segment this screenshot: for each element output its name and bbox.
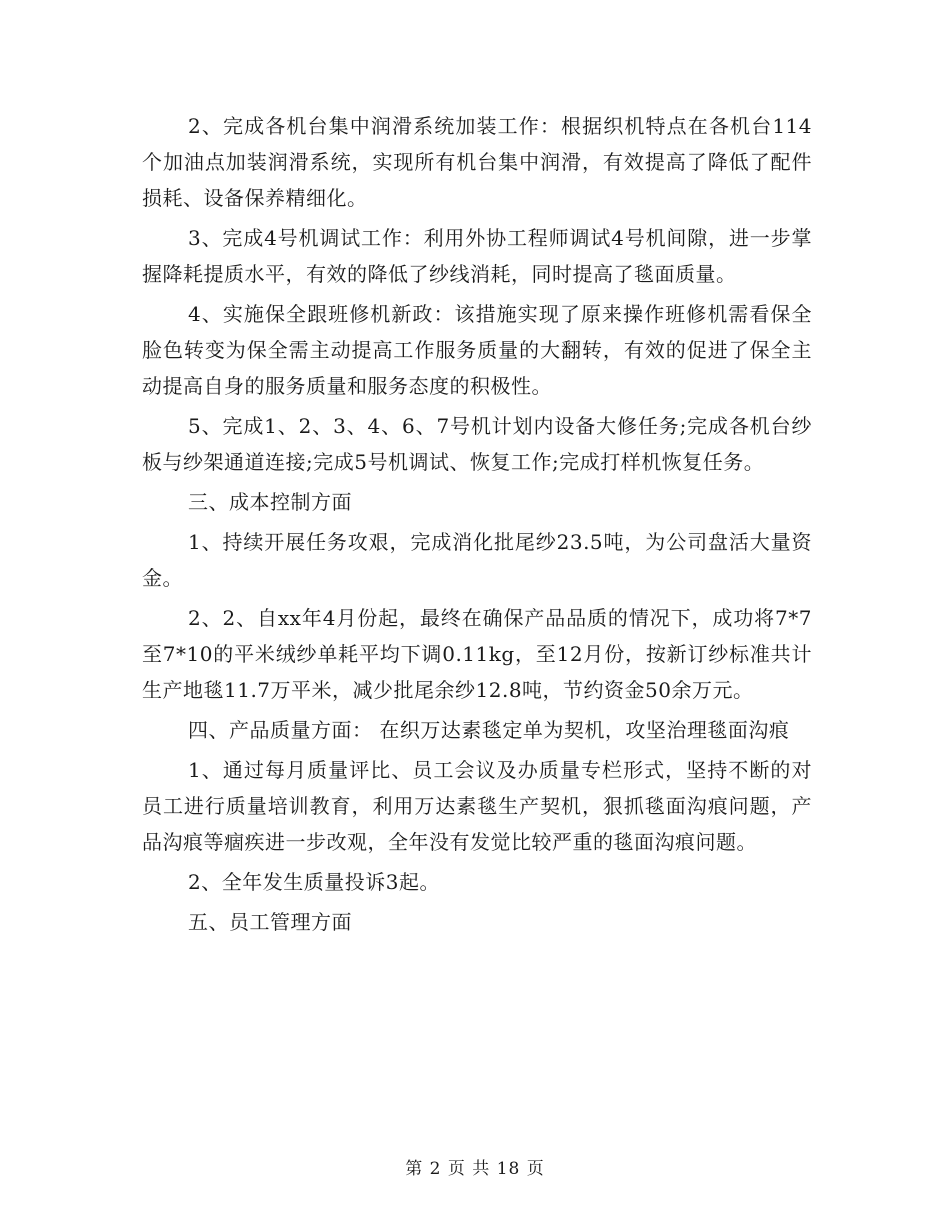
section-heading-cost-control: 三、成本控制方面 xyxy=(188,490,352,514)
page-number-footer: 第 2 页 共 18 页 xyxy=(405,1159,545,1179)
paragraph-yarn-consumption: 2、2、自xx年4月份起，最终在确保产品品质的情况下，成功将7*7至7*10的平米绒纱单耗平均下调0.11kg，至12月份，按新订纱标准共计生产地毯11.7万平米，减少批尾余纱12.8吨，节约资金50余万元。 xyxy=(142,606,812,702)
section-heading-staff-management: 五、员工管理方面 xyxy=(188,910,352,934)
paragraph-overhaul-tasks: 5、完成1、2、3、4、6、7号机计划内设备大修任务;完成各机台纱板与纱架通道连接;完成5号机调试、恢复工作;完成打样机恢复任务。 xyxy=(142,414,812,474)
paragraph-machine-4-debug: 3、完成4号机调试工作：利用外协工程师调试4号机间隙，进一步掌握降耗提质水平，有效的降低了纱线消耗，同时提高了毯面质量。 xyxy=(142,226,812,286)
paragraph-maintenance-policy: 4、实施保全跟班修机新政：该措施实现了原来操作班修机需看保全脸色转变为保全需主动提高工作服务质量的大翻转，有效的促进了保全主动提高自身的服务质量和服务态度的积极性。 xyxy=(142,302,812,398)
document-body xyxy=(142,108,812,944)
paragraph-leftover-yarn: 1、持续开展任务攻艰，完成消化批尾纱23.5吨，为公司盘活大量资金。 xyxy=(142,530,812,590)
section-heading-product-quality: 四、产品质量方面： 在织万达素毯定单为契机，攻坚治理毯面沟痕 xyxy=(188,718,790,742)
paragraph-lubrication-system: 2、完成各机台集中润滑系统加装工作：根据织机特点在各机台114个加油点加装润滑系统，实现所有机台集中润滑，有效提高了降低了配件损耗、设备保养精细化。 xyxy=(142,114,812,210)
paragraph-quality-training: 1、通过每月质量评比、员工会议及办质量专栏形式，坚持不断的对员工进行质量培训教育，利用万达素毯生产契机，狠抓毯面沟痕问题，产品沟痕等痼疾进一步改观，全年没有发觉比较严重的毯面沟痕问题。 xyxy=(142,758,812,854)
paragraph-quality-complaints: 2、全年发生质量投诉3起。 xyxy=(188,870,440,894)
